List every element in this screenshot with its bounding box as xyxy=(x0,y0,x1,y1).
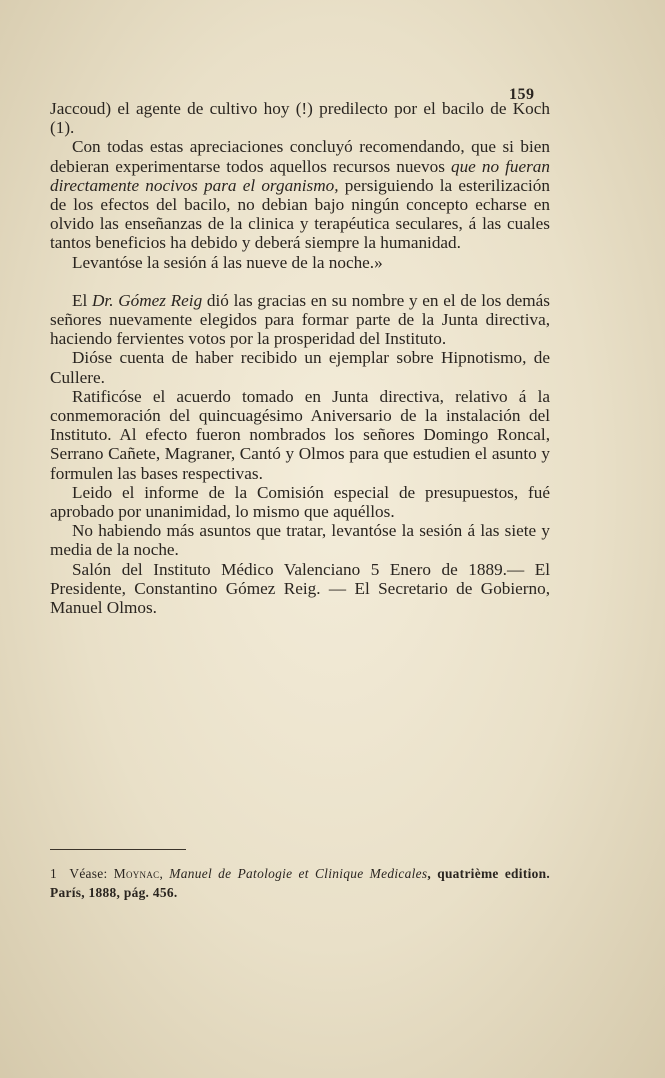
paragraph-6-text: Ratificóse el acuerdo tomado en Junta directiva, relativo á la conmemoración del quincuagésimo Aniversario de la instalación del Instituto. Al efecto fueron nombrados los señores Domingo Roncal, Serrano Cañete, Magraner, Cantó y Olmos para que estudien el asunto y formulen las bases respectivas. xyxy=(50,386,550,483)
paragraph-1-text: Jaccoud) el agente de cultivo hoy (!) predilecto por el bacilo de Koch (1). xyxy=(50,99,550,138)
page-number: 159 xyxy=(509,86,535,103)
footnote-see: Véase: xyxy=(69,866,114,881)
footnote-number: 1 xyxy=(50,866,57,881)
paragraph-5-text: Dióse cuenta de haber recibido un ejemplar sobre Hipnotismo, de Cullere. xyxy=(50,348,550,387)
footnote xyxy=(50,864,550,902)
paragraph-7 xyxy=(50,483,550,521)
footnote-edition: , quatrième edition. París, 1888, pág. 456. xyxy=(50,866,550,900)
paragraph-1 xyxy=(50,99,550,137)
footnote-separator: , xyxy=(159,866,170,881)
paragraph-2-text-b: persiguiendo la esterilización de los efectos del bacilo, no debian bajo ningún concepto echarse en olvido las enseñanzas de la clinica y terapéutica seculares, á las cuales tantos beneficios ha debido y deberá siempre la humanidad. xyxy=(50,175,550,253)
paragraph-5 xyxy=(50,348,550,386)
paragraph-4 xyxy=(50,291,550,349)
paragraph-4-text-b: dió las gracias en su nombre y en el de los demás señores nuevamente elegidos para formar parte de la Junta directiva, haciendo fervientes votos por la prosperidad del Instituto. xyxy=(50,290,550,349)
paragraph-3-text: Levantóse la sesión á las nueve de la noche.» xyxy=(72,252,383,272)
footnote-author: Moynac xyxy=(113,866,160,881)
paragraph-9-text: Salón del Instituto Médico Valenciano 5 Enero de 1889.— El Presidente, Constantino Gómez Reig. — El Secretario de Gobierno, Manuel Olmos. xyxy=(50,559,550,618)
paragraph-2-italic: que no fueran directamente nocivos para el organismo, xyxy=(50,156,550,195)
paragraph-3 xyxy=(50,253,550,272)
body-text xyxy=(50,99,550,617)
paragraph-9 xyxy=(50,560,550,618)
paragraph-4-text-a: El xyxy=(72,290,92,310)
paragraph-2-text-a: Con todas estas apreciaciones concluyó recomendando, que si bien debieran experimentarse todos aquellos recursos nuevos xyxy=(50,137,550,176)
paragraph-8-text: No habiendo más asuntos que tratar, levantóse la sesión á las siete y media de la noche. xyxy=(50,521,550,560)
paragraph-4-italic-name: Dr. Gómez Reig xyxy=(92,290,203,310)
paragraph-7-text: Leido el informe de la Comisión especial de presupuestos, fué aprobado por unanimidad, lo mismo que aquéllos. xyxy=(50,482,550,522)
footnote-divider xyxy=(50,849,186,850)
paragraph-6 xyxy=(50,387,550,483)
paragraph-2 xyxy=(50,137,550,252)
paragraph-8 xyxy=(50,521,550,559)
footnote-title: Manuel de Patologie et Clinique Medicales xyxy=(169,866,428,881)
